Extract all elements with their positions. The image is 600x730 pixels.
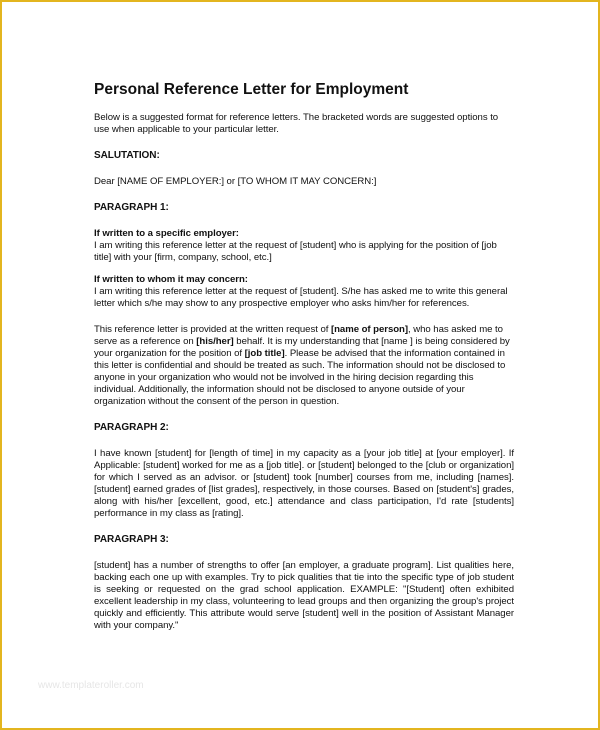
- p1-body-part2: , who has asked me to serve as a reference on: [94, 324, 503, 347]
- intro-text: Below is a suggested format for reference letters. The bracketed words are suggested options to use when applicable to your particular letter.: [94, 112, 499, 135]
- paragraph2-text: I have known [student] for [length of time] in my capacity as a [your job title] at [your employer]. If Applicable: [student] worked for me as a [job title]. or [student] belonged to the [club or organization] for which I served as an advisor. or [student] took [number] courses from me, including [names]. [student] earned grades of [list grades], respectively, in those courses. Based on [student's] grades, along with his/her [excellent, good, etc.] attendance and class participation, I'd rate [students] performance in my class as [rating].: [94, 448, 514, 519]
- paragraph2-heading: PARAGRAPH 2:: [94, 422, 169, 433]
- salutation-text: Dear [NAME OF EMPLOYER:] or [TO WHOM IT MAY CONCERN:]: [94, 176, 377, 187]
- p1-body-bold2: [his/her]: [196, 336, 234, 347]
- document-page: [94, 80, 514, 632]
- p1-body-bold1: [name of person]: [330, 324, 408, 335]
- paragraph3-heading: PARAGRAPH 3:: [94, 534, 169, 545]
- p1-body-part4: . Please be advised that the information contained in this letter is confidential and should be treated as such. The information should not be disclosed to anyone in your organization who would not be involved in the hiring decision regarding this individual. Additionally, the information should not be disclosed to anyone outside of your organization without the consent of the person in question.: [94, 348, 506, 407]
- whom-it-may-concern-text: I am writing this reference letter at the request of [student]. S/he has asked me to write this general letter which s/he may show to any prospective employer who asks him/her for references.: [94, 286, 508, 309]
- whom-it-may-concern-label: If written to whom it may concern:: [94, 274, 248, 285]
- watermark: www.templateroller.com: [38, 680, 144, 691]
- paragraph1-heading: PARAGRAPH 1:: [94, 202, 169, 213]
- specific-employer-text: I am writing this reference letter at the request of [student] who is applying for the position of [job title] with your [firm, company, school, etc.]: [94, 240, 497, 263]
- paragraph3-text: [student] has a number of strengths to offer [an employer, a graduate program]. List qualities here, backing each one up with examples. Try to pick qualities that tie into the specific type of job student is seeking or requested on the grad school application. EXAMPLE: "[Student] often exhibited excellent leadership in my class, volunteering to lead groups and then organizing the group's project quickly and efficiently. This attribute would serve [student] well in the position of Assistant Manager with your company.": [94, 560, 514, 631]
- paragraph1-body: [94, 324, 514, 408]
- document-title: Personal Reference Letter for Employment: [94, 81, 409, 98]
- specific-employer-label: If written to a specific employer:: [94, 228, 239, 239]
- salutation-heading: SALUTATION:: [94, 150, 160, 161]
- p1-body-part3: behalf. It is my understanding that [name ] is being considered by your organization for the position of: [94, 336, 510, 359]
- p1-body-part1: This reference letter is provided at the written request of: [94, 324, 331, 335]
- p1-body-bold3: [job title]: [244, 348, 285, 359]
